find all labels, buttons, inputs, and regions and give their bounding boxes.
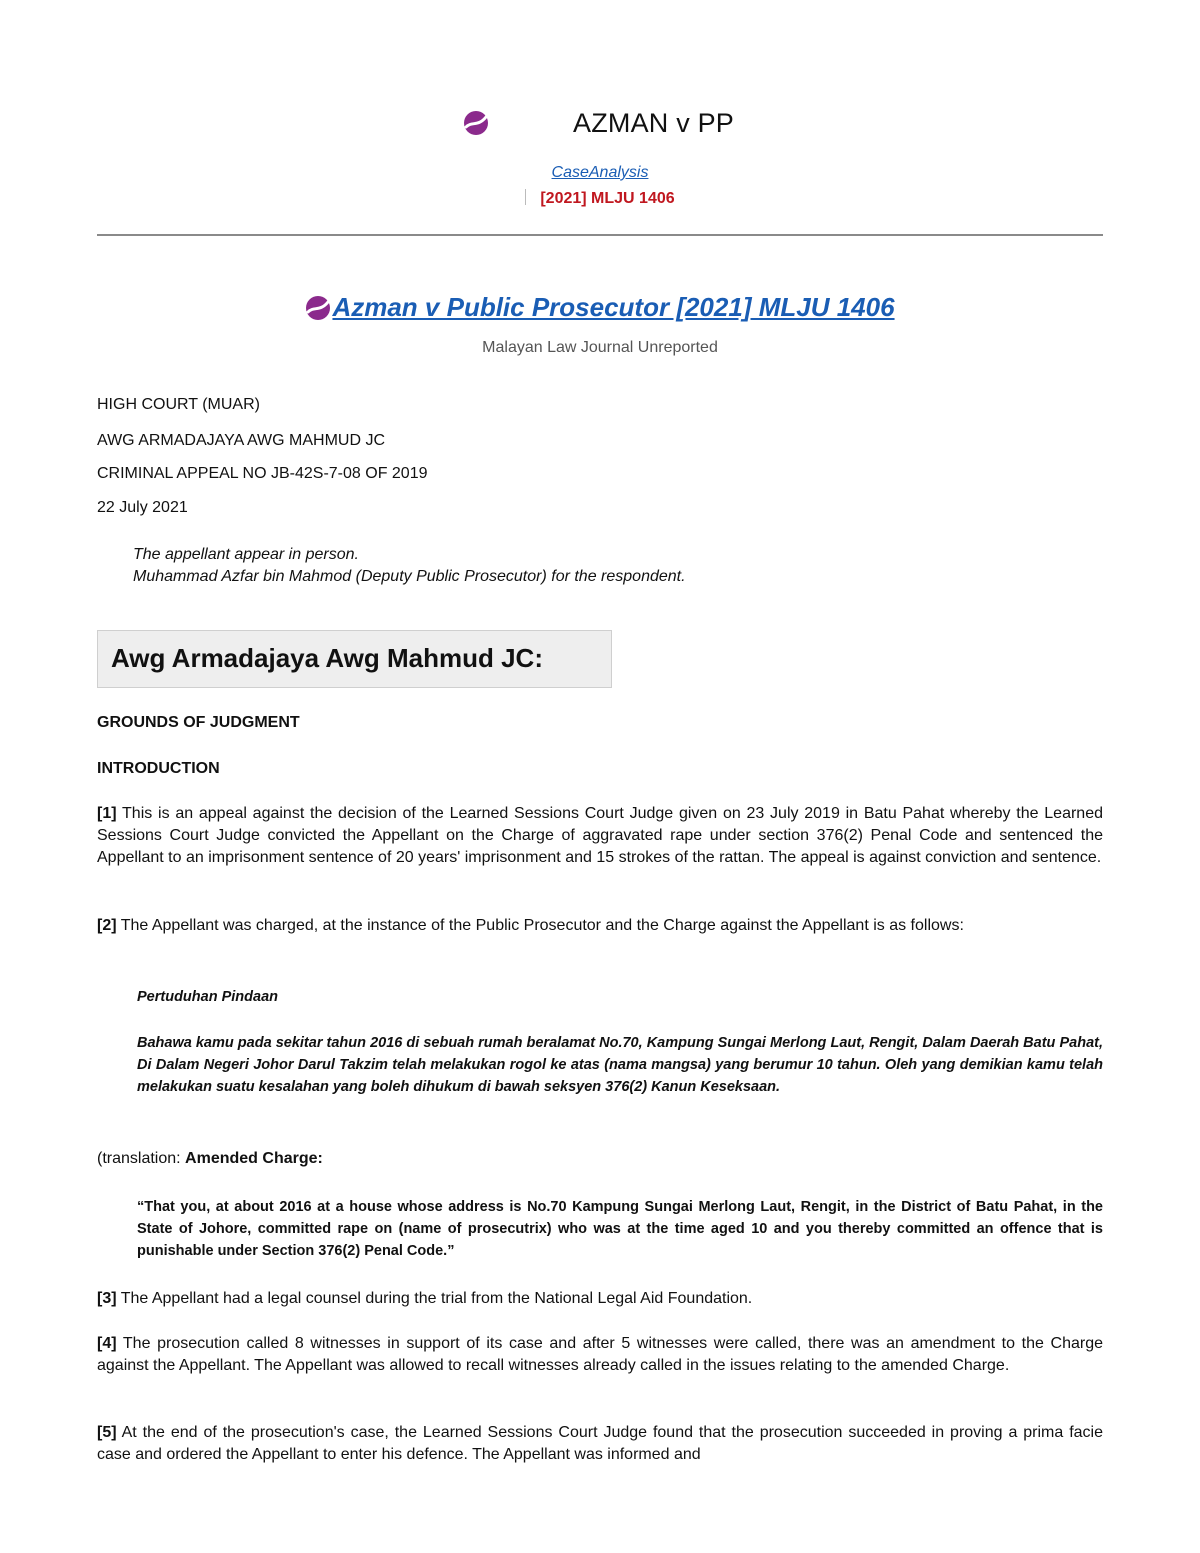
court-name: HIGH COURT (MUAR) — [97, 396, 260, 413]
case-title-text: Azman v Public Prosecutor [2021] MLJU 1406 — [332, 292, 895, 322]
translation-label: Amended Charge: — [185, 1150, 323, 1167]
case-analysis-link[interactable]: CaseAnalysis — [551, 164, 649, 181]
paragraph-number: [3] — [97, 1290, 117, 1307]
paragraph-3 — [97, 1288, 1103, 1310]
header-divider — [97, 234, 1103, 236]
counsel-appellant: The appellant appear in person. — [133, 546, 359, 563]
grounds-heading: GROUNDS OF JUDGMENT — [97, 714, 300, 731]
lexis-logo-icon — [463, 110, 489, 136]
citation-line — [97, 189, 1103, 208]
document-title: AZMAN v PP — [573, 108, 735, 138]
paragraph-text: The Appellant had a legal counsel during the trial from the National Legal Aid Foundation. — [120, 1290, 753, 1307]
paragraph-number: [1] — [97, 805, 117, 822]
case-title-link[interactable] — [305, 292, 894, 323]
citation-separator — [525, 189, 526, 205]
paragraph-text: At the end of the prosecution's case, the Learned Sessions Court Judge found that the prosecution succeeded in proving a prima facie case and ordered the Appellant to enter his defence. The Appellant was informed and — [97, 1424, 1103, 1463]
case-title-wrap — [97, 292, 1103, 326]
paragraph-2 — [97, 915, 1103, 937]
lexis-logo-icon — [305, 295, 331, 321]
document-header — [97, 100, 1103, 220]
counsel-block — [133, 544, 686, 588]
appeal-number: CRIMINAL APPEAL NO JB-42S-7-08 OF 2019 — [97, 465, 428, 482]
journal-name: Malayan Law Journal Unreported — [482, 339, 718, 356]
judge-heading-box — [97, 630, 612, 688]
paragraph-5 — [97, 1422, 1103, 1466]
paragraph-text: The prosecution called 8 witnesses in support of its case and after 5 witnesses were called, there was an amendment to the Charge against the Appellant. The Appellant was allowed to recall witnesses already called in the issues relating to the amended Charge. — [97, 1335, 1104, 1374]
judge-name: AWG ARMADAJAYA AWG MAHMUD JC — [97, 432, 386, 449]
charge-malay-text: Bahawa kamu pada sekitar tahun 2016 di sebuah rumah beralamat No.70, Kampung Sungai Merlong Laut, Rengit, Dalam Daerah Batu Pahat, Di Dalam Negeri Johor Darul Takzim telah melakukan rogol ke atas (nama mangsa) yang berumur 10 tahun. Oleh yang demikian kamu telah melakukan suatu kesalahan yang boleh dihukum di bawah seksyen 376(2) Kanun Keseksaan. — [137, 1035, 1103, 1095]
citation-text: [2021] MLJU 1406 — [540, 190, 675, 207]
paragraph-number: [2] — [97, 917, 117, 934]
paragraph-1 — [97, 803, 1103, 869]
judge-heading: Awg Armadajaya Awg Mahmud JC: — [111, 643, 543, 673]
paragraph-text: This is an appeal against the decision of the Learned Sessions Court Judge given on 23 July 2019 in Batu Pahat whereby the Learned Sessions Court Judge convicted the Appellant on the Charge of aggravated rape under section 376(2) Penal Code and sentenced the Appellant to an imprisonment sentence of 20 years' imprisonment and 15 strokes of the rattan. The appeal is against conviction and sentence. — [97, 805, 1104, 866]
counsel-respondent: Muhammad Azfar bin Mahmod (Deputy Public Prosecutor) for the respondent. — [133, 568, 686, 585]
translation-prefix: (translation: — [97, 1150, 186, 1167]
paragraph-text: The Appellant was charged, at the instance of the Public Prosecutor and the Charge against the Appellant is as follows: — [120, 917, 964, 934]
paragraph-number: [5] — [97, 1424, 117, 1441]
introduction-heading: INTRODUCTION — [97, 760, 220, 777]
charge-heading: Pertuduhan Pindaan — [137, 989, 278, 1005]
paragraph-number: [4] — [97, 1335, 117, 1352]
judgment-date: 22 July 2021 — [97, 499, 188, 516]
translation-label-line — [97, 1148, 1103, 1170]
paragraph-4 — [97, 1333, 1103, 1377]
charge-english-text: “That you, at about 2016 at a house whose address is No.70 Kampung Sungai Merlong Laut, Rengit, in the District of Batu Pahat, in the State of Johore, committed rape on (name of prosecutrix) who was at the time aged 10 and you thereby committed an offence that is punishable under Section 376(2) Penal Code.” — [137, 1199, 1103, 1259]
